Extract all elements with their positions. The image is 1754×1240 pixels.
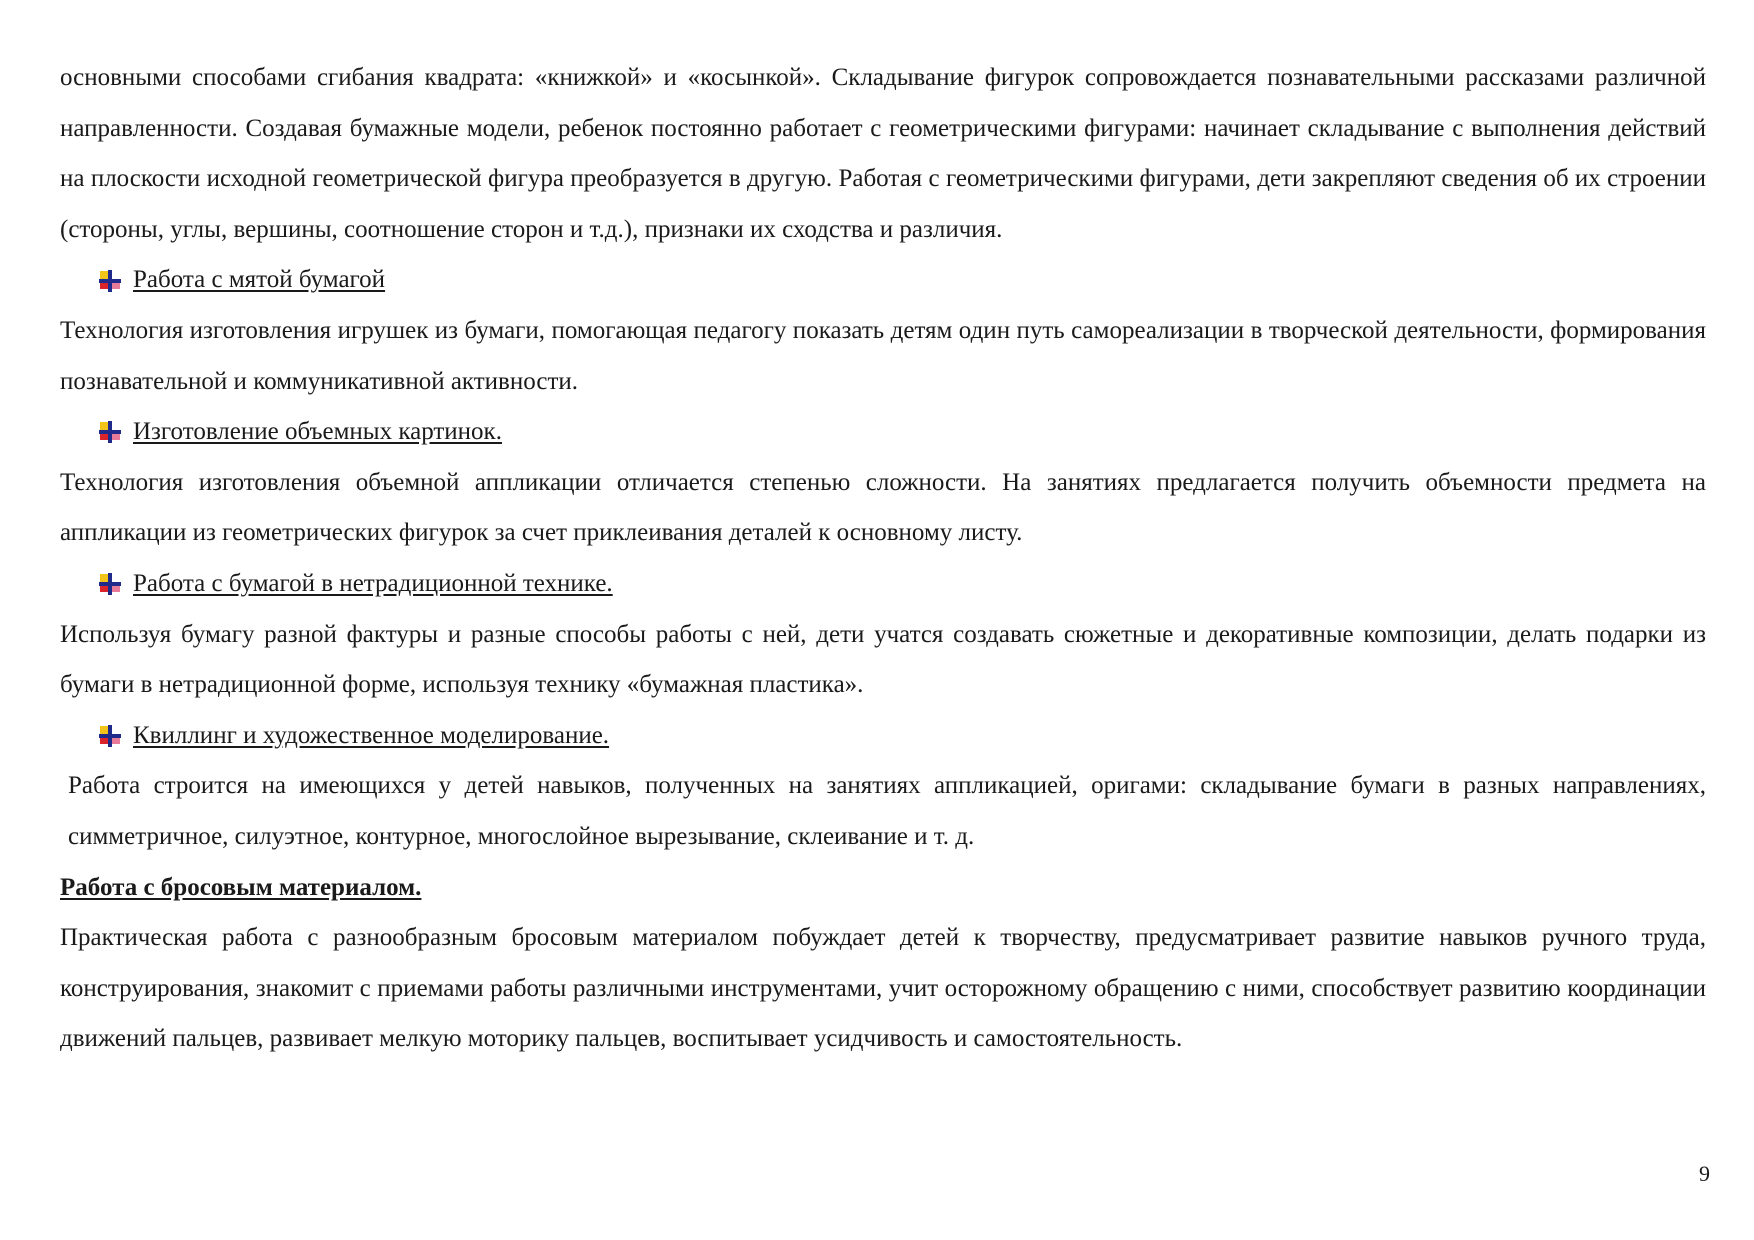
page-number: 9 (1699, 1161, 1710, 1186)
bullet-item (60, 711, 1706, 762)
intro-paragraph: основными способами сгибания квадрата: «книжкой» и «косынкой». Складывание фигурок сопровождается познавательными рассказами различной направленности. Создавая бумажные модели, ребенок постоянно работает с геометрическими фигурами: начинает складывание с выполнения действий на плоскости исходной геометрической фигура преобразуется в другую. Работая с геометрическими фигурами, дети закрепляют сведения об их строении (стороны, углы, вершины, соотношение сторон и т.д.), признаки их сходства и различия. (60, 64, 1706, 243)
plus-cross-bullet-icon (97, 268, 123, 294)
section-text: Технология изготовления объемной аппликации отличается степенью сложности. На занятиях предлагается получить объемности предмета на аппликации из геометрических фигурок за счет приклеивания деталей к основному листу. (60, 468, 1706, 547)
section-text: Работа строится на имеющихся у детей навыков, полученных на занятиях аппликацией, оригами: складывание бумаги в разных направлениях, симметричное, силуэтное, контурное, многослойное вырезывание, склеивание и т. д. (68, 772, 1706, 850)
section-text: Используя бумагу разной фактуры и разные способы работы с ней, дети учатся создавать сюжетные и декоративные композиции, делать подарки из бумаги в нетрадиционной форме, используя технику «бумажная пластика». (60, 620, 1706, 699)
section-title: Квиллинг и художественное моделирование. (133, 721, 610, 749)
plus-cross-bullet-icon (97, 419, 123, 445)
bold-section-heading: Работа с бросовым материалом. (60, 873, 422, 901)
section-text: Технология изготовления игрушек из бумаги, помогающая педагогу показать детям один путь самореализации в творческой деятельности, формирования познавательной и коммуникативной активности. (60, 316, 1706, 395)
bullet-item (60, 255, 1706, 306)
plus-cross-bullet-icon (97, 723, 123, 749)
bullet-item (60, 407, 1706, 458)
section-title: Изготовление объемных картинок. (133, 418, 502, 446)
final-paragraph: Практическая работа с разнообразным бросовым материалом побуждает детей к творчеству, предусматривает развитие навыков ручного труда, конструирования, знакомит с приемами работы различными инструментами, учит осторожному обращению с ними, способствует развитию координации движений пальцев, развивает мелкую моторику пальцев, воспитывает усидчивость и самостоятельность. (60, 924, 1706, 1053)
bullet-item (60, 559, 1706, 610)
plus-cross-bullet-icon (97, 571, 123, 597)
section-title: Работа с бумагой в нетрадиционной технике. (133, 569, 613, 597)
section-title: Работа с мятой бумагой (133, 266, 386, 294)
document-page (60, 53, 1706, 1065)
